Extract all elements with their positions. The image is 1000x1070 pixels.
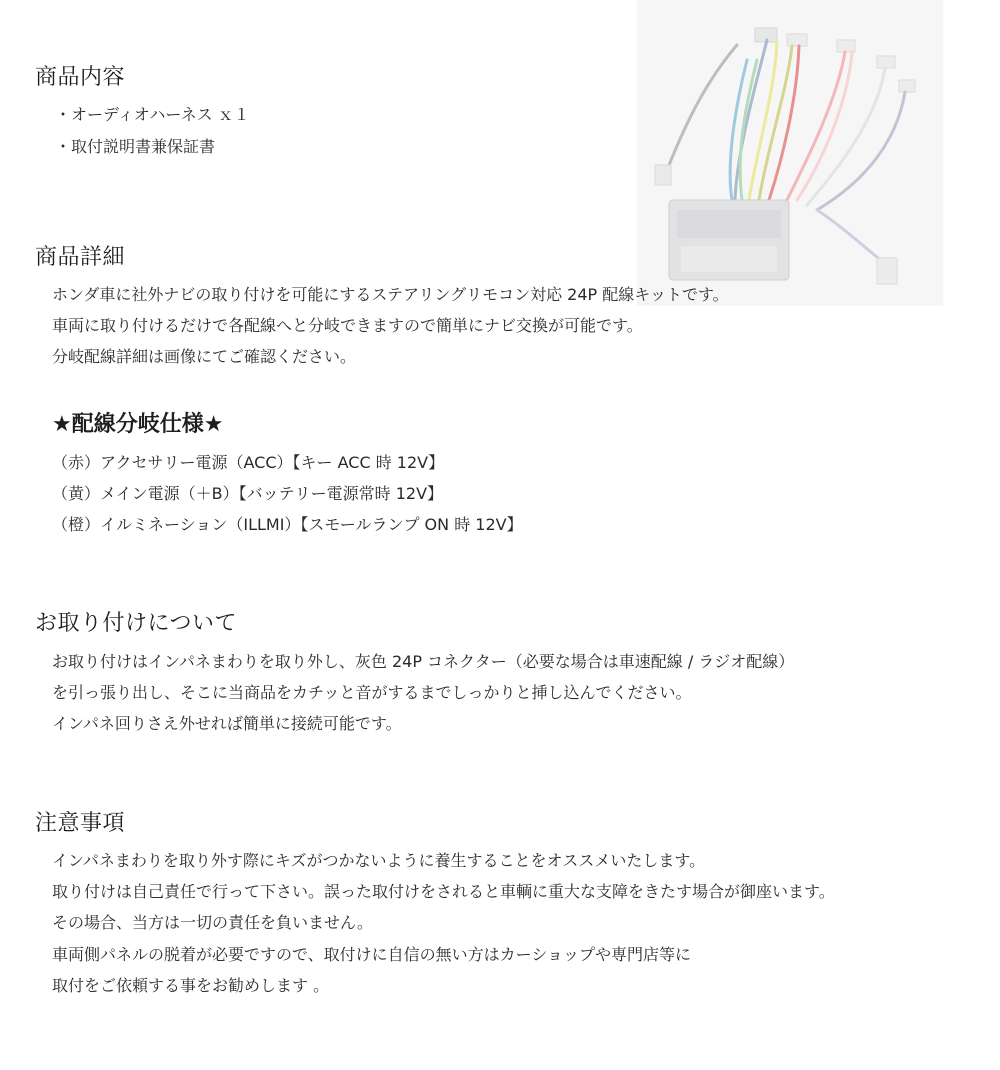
right-connector [877, 258, 897, 284]
main-connector [669, 200, 789, 280]
details-line: 分岐配線詳細は画像にてご確認ください。 [52, 347, 357, 366]
caution-line: 車両側パネルの脱着が必要ですので、取付けに自信の無い方はカーショップや専門店等に [52, 945, 692, 964]
details-line: ホンダ車に社外ナビの取り付けを可能にするステアリングリモコン対応 24P 配線キットです。 [52, 285, 729, 304]
install-line: を引っ張り出し、そこに当商品をカチッと音がするまでしっかりと挿し込んでください。 [52, 683, 692, 702]
install-line: お取り付けはインパネまわりを取り外し、灰色 24P コネクター（必要な場合は車速配線 / ラジオ配線） [52, 652, 795, 671]
contents-item: ・オーディオハーネス ｘ１ [55, 105, 250, 124]
caution-line: 取付をご依頼する事をお勧めします 。 [52, 976, 330, 995]
spec-line-yellow: （黄）メイン電源（＋B）【バッテリー電源常時 12V】 [52, 484, 444, 503]
left-connector [655, 165, 671, 185]
details-title: 商品詳細 [35, 245, 126, 270]
caution-title: 注意事項 [35, 811, 126, 836]
contents-title: 商品内容 [35, 65, 126, 90]
contents-item: ・取付説明書兼保証書 [55, 137, 216, 156]
spec-line-red: （赤）アクセサリー電源（ACC）【キー ACC 時 12V】 [52, 453, 445, 472]
caution-line: インパネまわりを取り外す際にキズがつかないように養生することをオススメいたします。 [52, 851, 706, 870]
spec-line-orange: （橙）イルミネーション（ILLMI）【スモールランプ ON 時 12V】 [52, 515, 523, 534]
caution-line: 取り付けは自己責任で行って下さい。誤った取付けをされると車輌に重大な支障をきたす場合が御座います。 [52, 882, 835, 901]
caution-line: その場合、当方は一切の責任を負いません。 [52, 913, 373, 932]
install-line: インパネ回りさえ外せれば簡単に接続可能です。 [52, 714, 402, 733]
wiring-harness-image [637, 0, 943, 306]
install-title: お取り付けについて [35, 611, 238, 636]
details-line: 車両に取り付けるだけで各配線へと分岐できますので簡単にナビ交換が可能です。 [52, 316, 643, 335]
spec-title: ★配線分岐仕様★ [52, 412, 224, 437]
